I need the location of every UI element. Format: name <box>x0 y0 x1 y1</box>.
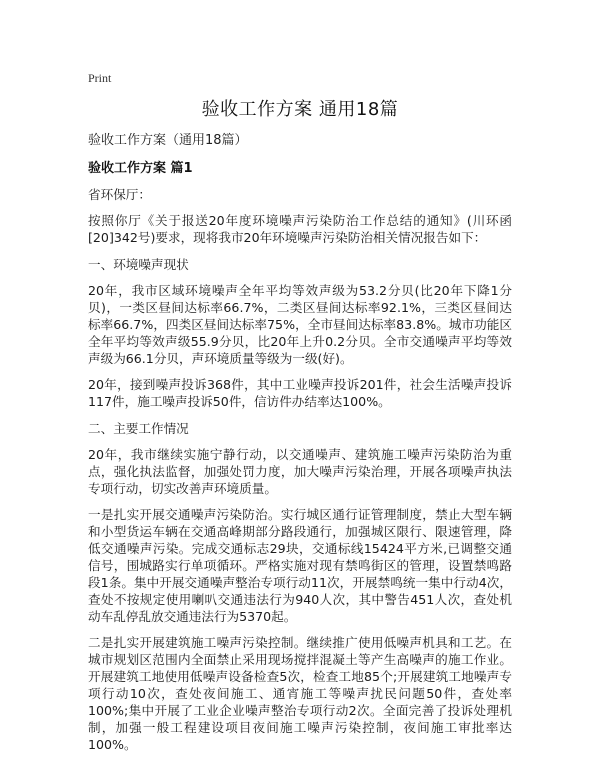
salutation: 省环保厅： <box>88 187 151 202</box>
document-page <box>88 70 512 753</box>
paragraph-complaints: 20年，接到噪声投诉368件，其中工业噪声投诉201件，社会生活噪声投诉117件，施工噪声投诉50件，信访件办结率达100%。 <box>88 377 512 409</box>
print-link[interactable]: Print <box>88 71 112 85</box>
document-subtitle: 验收工作方案（通用18篇） <box>88 133 248 148</box>
heading-main-work: 二、主要工作情况 <box>88 421 189 436</box>
paragraph-work-overview: 20年，我市继续实施宁静行动，以交通噪声、建筑施工噪声污染防治为重点，强化执法监督，加强处罚力度，加大噪声污染治理，开展各项噪声执法专项行动，切实改善声环境质量。 <box>88 447 512 496</box>
section-title: 验收工作方案 篇1 <box>88 161 193 176</box>
paragraph-construction-noise: 二是扎实开展建筑施工噪声污染控制。继续推广使用低噪声机具和工艺。在城市规划区范围内全面禁止采用现场搅拌混凝土等产生高噪声的施工作业。开展建筑工地使用低噪声设备检查5次，检查工地85个;开展建筑工地噪声专项行动10次，查处夜间施工、通宵施工等噪声扰民问题50件，查处率100%;集中开展了工业企业噪声整治专项行动2次。全面完善了投诉处理机制，加强一般工程建设项目夜间施工噪声污染控制，夜间施工审批率达100%。 <box>88 635 512 752</box>
paragraph-intro: 按照你厅《关于报送20年度环境噪声污染防治工作总结的通知》(川环函[20]342号)要求，现将我市20年环境噪声污染防治相关情况报告如下： <box>88 213 512 245</box>
paragraph-noise-levels: 20年，我市区域环境噪声全年平均等效声级为53.2分贝(比20年下降1分贝)，一类区昼间达标率66.7%，二类区昼间达标率92.1%，三类区昼间达标率66.7%，四类区昼间达标率75%，全市昼间达标率83.8%。城市功能区全年平均等效声级55.9分贝，比20年上升0.2分贝。全市交通噪声平均等效声级为66.1分贝，声环境质量等级为一级(好)。 <box>88 283 512 366</box>
page-title: 验收工作方案 通用18篇 <box>201 99 399 120</box>
heading-noise-status: 一、环境噪声现状 <box>88 257 189 272</box>
paragraph-traffic-noise: 一是扎实开展交通噪声污染防治。实行城区通行证管理制度，禁止大型车辆和小型货运车辆在交通高峰期部分路段通行，加强城区限行、限速管理，降低交通噪声污染。完成交通标志29块，交通标线15424平方米,已调整交通信号，围城路实行单项循环。严格实施对现有禁鸣街区的管理，设置禁鸣路段1条。集中开展交通噪声整治专项行动11次，开展禁鸣统一集中行动4次，查处不按规定使用喇叭交通违法行为940人次，其中警告451人次，查处机动车乱停乱放交通违法行为5370起。 <box>88 507 512 624</box>
